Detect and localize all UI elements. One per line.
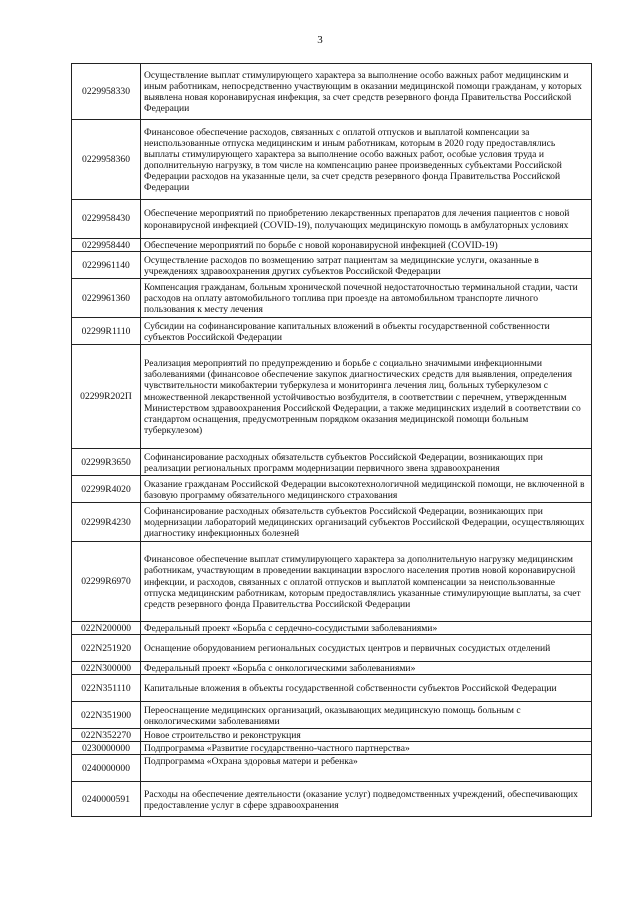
row-description: Переоснащение медицинских организаций, оказывающих медицинскую помощь больным с онкологическими заболеваниями — [141, 702, 592, 729]
table-row — [72, 318, 592, 345]
row-description: Подпрограмма «Развитие государственно-частного партнерства» — [141, 742, 592, 755]
table-row — [72, 449, 592, 476]
table-row — [72, 120, 592, 200]
row-description: Реализация мероприятий по предупреждению и борьбе с социально значимыми инфекционными заболеваниями (финансовое обеспечение закупок диагностических средств для выявления, определения чувствительности микобактерии туберкулеза и мониторинга лечения лиц, больных туберкулезом с множественной лекарственной устойчивостью возбудителя, в соответствии с перечнем, утвержденным Министерством здравоохранения Российской Федерации, а также медицинских изделий в соответствии со стандартом оснащения, предусмотренным порядком оказания медицинской помощи больным туберкулезом) — [141, 345, 592, 449]
table-row — [72, 542, 592, 622]
row-description: Софинансирование расходных обязательств субъектов Российской Федерации, возникающих при реализации региональных программ модернизации первичного звена здравоохранения — [141, 449, 592, 476]
row-code: 022N251920 — [72, 635, 141, 662]
table-row — [72, 503, 592, 542]
row-description: Оказание гражданам Российской Федерации высокотехнологичной медицинской помощи, не включенной в базовую программу обязательного медицинского страхования — [141, 476, 592, 503]
row-description: Обеспечение мероприятий по приобретению лекарственных препаратов для лечения пациентов с новой коронавирусной инфекцией (COVID-19), получающих медицинскую помощь в амбулаторных условиях — [141, 200, 592, 239]
row-code: 02299R1110 — [72, 318, 141, 345]
row-description: Софинансирование расходных обязательств субъектов Российской Федерации, возникающих при модернизации лабораторий медицинских организаций субъектов Российской Федерации, осуществляющих диагностику инфекционных болезней — [141, 503, 592, 542]
row-description: Федеральный проект «Борьба с сердечно-сосудистыми заболеваниями» — [141, 622, 592, 635]
table-row — [72, 200, 592, 239]
table-row — [72, 662, 592, 675]
table-row — [72, 64, 592, 120]
row-code: 0240000591 — [72, 782, 141, 817]
row-description: Компенсация гражданам, больным хронической почечной недостаточностью терминальной стадии, части расходов на оплату автомобильного топлива при проезде на автомобильном транспорте личного пользования к месту лечения — [141, 279, 592, 318]
row-code: 022N351110 — [72, 675, 141, 702]
table-row — [72, 622, 592, 635]
table-row — [72, 252, 592, 279]
table-row — [72, 742, 592, 755]
table-row — [72, 729, 592, 742]
row-code: 022N300000 — [72, 662, 141, 675]
row-code: 0230000000 — [72, 742, 141, 755]
row-code: 022N351900 — [72, 702, 141, 729]
row-code: 0229958430 — [72, 200, 141, 239]
row-description: Осуществление расходов по возмещению затрат пациентам за медицинские услуги, оказанные в учреждениях здравоохранения других субъектов Российской Федерации — [141, 252, 592, 279]
row-description: Оснащение оборудованием региональных сосудистых центров и первичных сосудистых отделений — [141, 635, 592, 662]
row-code: 022N352270 — [72, 729, 141, 742]
row-code: 0229958440 — [72, 239, 141, 252]
budget-classification-table — [71, 63, 592, 817]
row-code: 02299R4020 — [72, 476, 141, 503]
row-description: Финансовое обеспечение выплат стимулирующего характера за дополнительную нагрузку медицинским работникам, участвующим в проведении вакцинации взрослого населения против новой коронавирусной инфекции, и расходов, связанных с оплатой отпусков и выплатой компенсации за неиспользованные отпуска медицинским работникам, которым предоставлялись указанные стимулирующие выплаты, за счет средств резервного фонда Правительства Российской Федерации — [141, 542, 592, 622]
row-code: 0229961360 — [72, 279, 141, 318]
page-number: 3 — [317, 34, 323, 46]
row-code: 022N200000 — [72, 622, 141, 635]
row-description: Финансовое обеспечение расходов, связанных с оплатой отпусков и выплатой компенсации за неиспользованные отпуска медицинским и иным работникам, которым в 2020 году предоставлялись выплаты стимулирующего характера за выполнение особо важных работ, особые условия труда и дополнительную нагрузку, в том числе на компенсацию ранее произведенных субъектами Российской Федерации расходов на указанные цели, за счет средств резервного фонда Правительства Российской Федерации — [141, 120, 592, 200]
table-row — [72, 782, 592, 817]
table-row — [72, 345, 592, 449]
row-description: Подпрограмма «Охрана здоровья матери и ребенка» — [141, 755, 592, 782]
table-row — [72, 702, 592, 729]
row-description: Федеральный проект «Борьба с онкологическими заболеваниями» — [141, 662, 592, 675]
row-description: Новое строительство и реконструкция — [141, 729, 592, 742]
row-description: Обеспечение мероприятий по борьбе с новой коронавирусной инфекцией (COVID-19) — [141, 239, 592, 252]
row-description: Субсидии на софинансирование капитальных вложений в объекты государственной собственности субъектов Российской Федерации — [141, 318, 592, 345]
row-code: 0229958360 — [72, 120, 141, 200]
table-row — [72, 239, 592, 252]
row-code: 0240000000 — [72, 755, 141, 782]
table-row — [72, 755, 592, 782]
row-code: 02299R4230 — [72, 503, 141, 542]
row-description: Капитальные вложения в объекты государственной собственности субъектов Российской Федерации — [141, 675, 592, 702]
row-code: 0229958330 — [72, 64, 141, 120]
table-row — [72, 635, 592, 662]
table-row — [72, 279, 592, 318]
row-code: 02299R202П — [72, 345, 141, 449]
row-description: Расходы на обеспечение деятельности (оказание услуг) подведомственных учреждений, обеспечивающих предоставление услуг в сфере здравоохранения — [141, 782, 592, 817]
row-code: 0229961140 — [72, 252, 141, 279]
table-row — [72, 476, 592, 503]
row-code: 02299R6970 — [72, 542, 141, 622]
table-row — [72, 675, 592, 702]
row-description: Осуществление выплат стимулирующего характера за выполнение особо важных работ медицинским и иным работникам, непосредственно участвующим в оказании медицинской помощи гражданам, у которых выявлена новая коронавирусная инфекция, за счет средств резервного фонда Правительства Российской Федерации — [141, 64, 592, 120]
row-code: 02299R3650 — [72, 449, 141, 476]
